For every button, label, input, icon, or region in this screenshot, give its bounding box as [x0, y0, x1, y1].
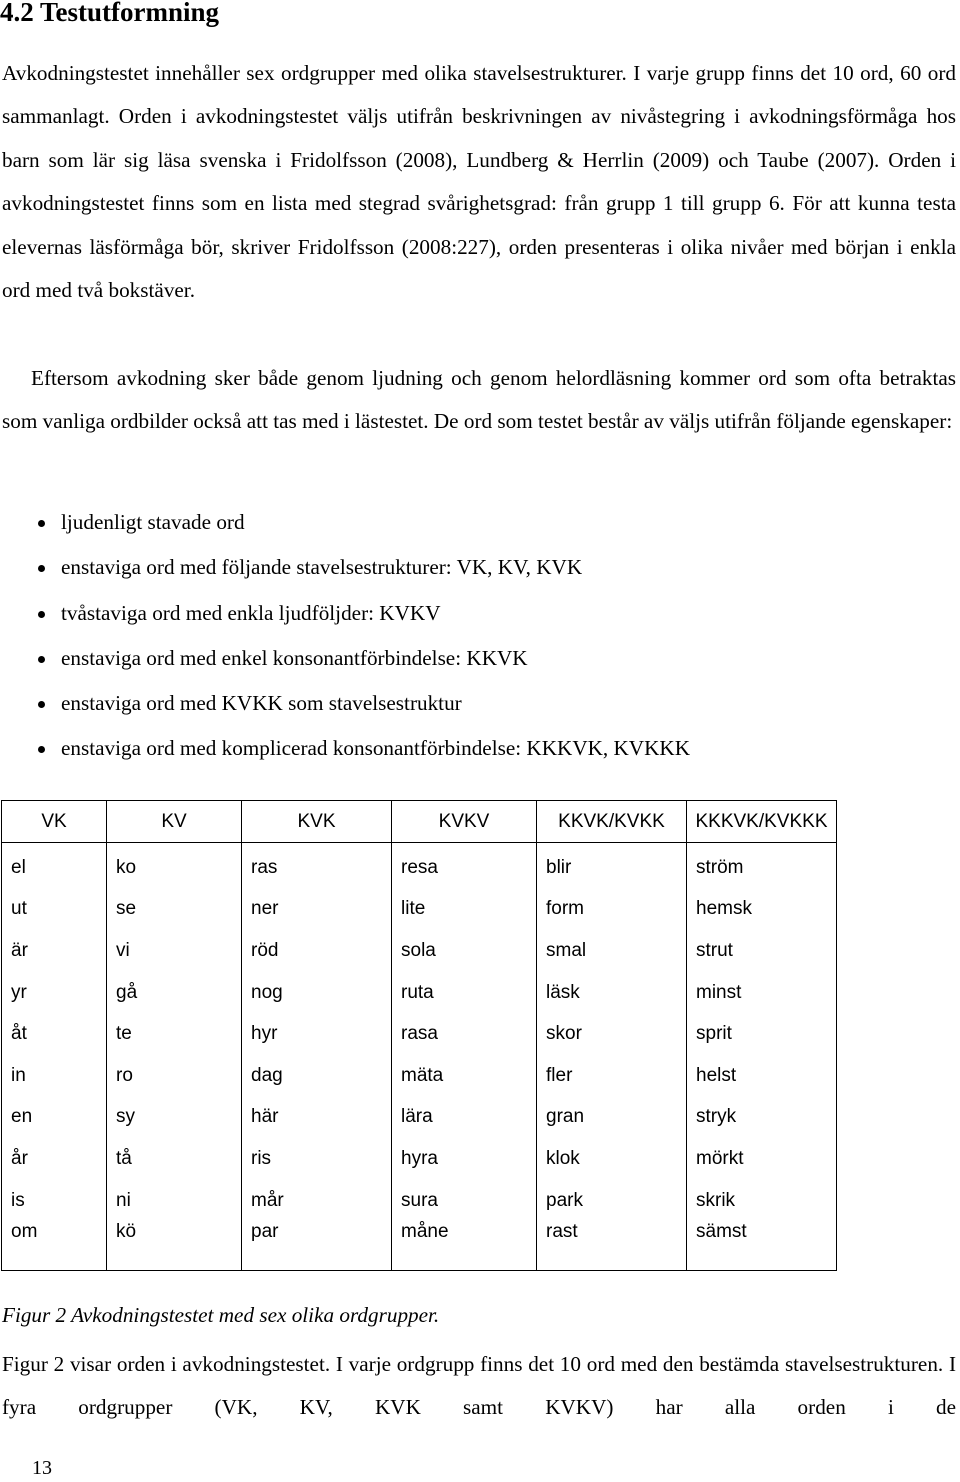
- column-header: VK: [2, 801, 107, 843]
- paragraph-word-selection: Eftersom avkodning sker både genom ljudning och genom helordläsning kommer ord som ofta betraktas som vanliga ordbilder också att tas med i lästestet. De ord som testet består av väljs utifrån följande egenskaper:: [2, 366, 956, 434]
- table-cell: te: [107, 1013, 242, 1055]
- table-cell: år: [2, 1138, 107, 1180]
- table-cell: ro: [107, 1055, 242, 1097]
- table-cell: ni: [107, 1180, 242, 1222]
- table-cell: hyra: [392, 1138, 537, 1180]
- table-cell: yr: [2, 972, 107, 1014]
- table-cell: tå: [107, 1138, 242, 1180]
- column-header: KKVK/KVKK: [537, 801, 687, 843]
- table-cell: åt: [2, 1013, 107, 1055]
- table-row: [2, 1221, 837, 1271]
- table-cell: är: [2, 930, 107, 972]
- column-header: KVKV: [392, 801, 537, 843]
- table-row: [2, 972, 837, 1014]
- bullet-icon: [38, 565, 45, 572]
- table-cell: ko: [107, 843, 242, 889]
- table-header-row: [2, 801, 837, 843]
- table-cell: hemsk: [687, 889, 837, 931]
- table-cell: ner: [242, 889, 392, 931]
- table-cell: gran: [537, 1097, 687, 1139]
- list-item-text: tvåstaviga ord med enkla ljudföljder: KVKV: [61, 600, 441, 625]
- table-row: [2, 1180, 837, 1222]
- list-item-text: enstaviga ord med enkel konsonantförbindelse: KKVK: [61, 645, 528, 670]
- table-cell: lära: [392, 1097, 537, 1139]
- bullet-icon: [38, 656, 45, 663]
- table-cell: se: [107, 889, 242, 931]
- table-body: [2, 843, 837, 1271]
- table-cell: vi: [107, 930, 242, 972]
- table-cell: stryk: [687, 1097, 837, 1139]
- table-cell: rasa: [392, 1013, 537, 1055]
- table-row: [2, 889, 837, 931]
- table-cell: rast: [537, 1221, 687, 1271]
- list-item: [0, 500, 900, 545]
- paragraph-figure-description: Figur 2 visar orden i avkodningstestet. I varje ordgrupp finns det 10 ord med den bestämda stavelsestrukturen. I fyra ordgrupper (VK, KV, KVK samt KVKV) har alla orden i de: [2, 1352, 956, 1420]
- table-cell: smal: [537, 930, 687, 972]
- list-item-text: ljudenligt stavade ord: [61, 510, 245, 534]
- table-row: [2, 1138, 837, 1180]
- table-cell: skrik: [687, 1180, 837, 1222]
- table-cell: nog: [242, 972, 392, 1014]
- table-cell: sola: [392, 930, 537, 972]
- paragraph-intro: Avkodningstestet innehåller sex ordgrupper med olika stavelsestrukturer. I varje grupp finns det 10 ord, 60 ord sammanlagt. Orden i avkodningstestet väljs utifrån beskrivningen av nivåstegring i avkodningsförmåga hos barn som lär sig läsa svenska i Fridolfsson (2008), Lundberg & Herrlin (2009) och Taube (2007). Orden i avkodningstestet finns som en lista med stegrad svårighetsgrad: från grupp 1 till grupp 6. För att kunna testa elevernas läsförmåga bör, skriver Fridolfsson (2008:227), orden presenteras i olika nivåer med början i enkla ord med två bokstäver.: [2, 61, 956, 303]
- table-cell: helst: [687, 1055, 837, 1097]
- table-cell: ström: [687, 843, 837, 889]
- table-cell: lite: [392, 889, 537, 931]
- table-cell: el: [2, 843, 107, 889]
- bullet-icon: [38, 611, 45, 618]
- column-header: KKKVK/KVKKK: [687, 801, 837, 843]
- table-cell: läsk: [537, 972, 687, 1014]
- figure-caption: Figur 2 Avkodningstestet med sex olika ordgrupper.: [2, 1303, 440, 1327]
- table-row: [2, 930, 837, 972]
- properties-list: [0, 500, 900, 772]
- table-cell: ruta: [392, 972, 537, 1014]
- table-cell: fler: [537, 1055, 687, 1097]
- table-cell: sy: [107, 1097, 242, 1139]
- list-item-text: enstaviga ord med KVKK som stavelsestruktur: [61, 691, 462, 716]
- table-cell: is: [2, 1180, 107, 1222]
- table-cell: en: [2, 1097, 107, 1139]
- table-cell: ris: [242, 1138, 392, 1180]
- bullet-icon: [38, 746, 45, 753]
- list-item-text: enstaviga ord med följande stavelsestrukturer: VK, KV, KVK: [61, 555, 583, 580]
- table-cell: park: [537, 1180, 687, 1222]
- table-cell: sura: [392, 1180, 537, 1222]
- column-header: KVK: [242, 801, 392, 843]
- table-row: [2, 1097, 837, 1139]
- page-number: 13: [32, 1457, 52, 1479]
- table-cell: minst: [687, 972, 837, 1014]
- table-cell: mäta: [392, 1055, 537, 1097]
- list-item: [0, 636, 900, 681]
- table-cell: dag: [242, 1055, 392, 1097]
- list-item: [0, 545, 900, 590]
- table-cell: resa: [392, 843, 537, 889]
- table-cell: sprit: [687, 1013, 837, 1055]
- table-cell: form: [537, 889, 687, 931]
- table-cell: gå: [107, 972, 242, 1014]
- table-cell: sämst: [687, 1221, 837, 1271]
- section-heading: 4.2 Testutformning: [0, 0, 220, 27]
- table-row: [2, 1055, 837, 1097]
- word-groups-table: [1, 800, 837, 1271]
- bullet-icon: [38, 701, 45, 708]
- table-cell: mörkt: [687, 1138, 837, 1180]
- list-item: [0, 591, 900, 636]
- table-cell: kö: [107, 1221, 242, 1271]
- table-cell: här: [242, 1097, 392, 1139]
- table-cell: om: [2, 1221, 107, 1271]
- table-cell: hyr: [242, 1013, 392, 1055]
- table-row: [2, 843, 837, 889]
- bullet-icon: [38, 520, 45, 527]
- table-cell: strut: [687, 930, 837, 972]
- table-cell: måne: [392, 1221, 537, 1271]
- table-cell: klok: [537, 1138, 687, 1180]
- list-item-text: enstaviga ord med komplicerad konsonantförbindelse: KKKVK, KVKKK: [61, 736, 691, 761]
- list-item: [0, 726, 900, 771]
- list-item: [0, 681, 900, 726]
- column-header: KV: [107, 801, 242, 843]
- table-cell: mår: [242, 1180, 392, 1222]
- table-cell: blir: [537, 843, 687, 889]
- table-cell: skor: [537, 1013, 687, 1055]
- table-cell: par: [242, 1221, 392, 1271]
- table-cell: in: [2, 1055, 107, 1097]
- table-cell: ut: [2, 889, 107, 931]
- table-cell: röd: [242, 930, 392, 972]
- table-cell: ras: [242, 843, 392, 889]
- table-row: [2, 1013, 837, 1055]
